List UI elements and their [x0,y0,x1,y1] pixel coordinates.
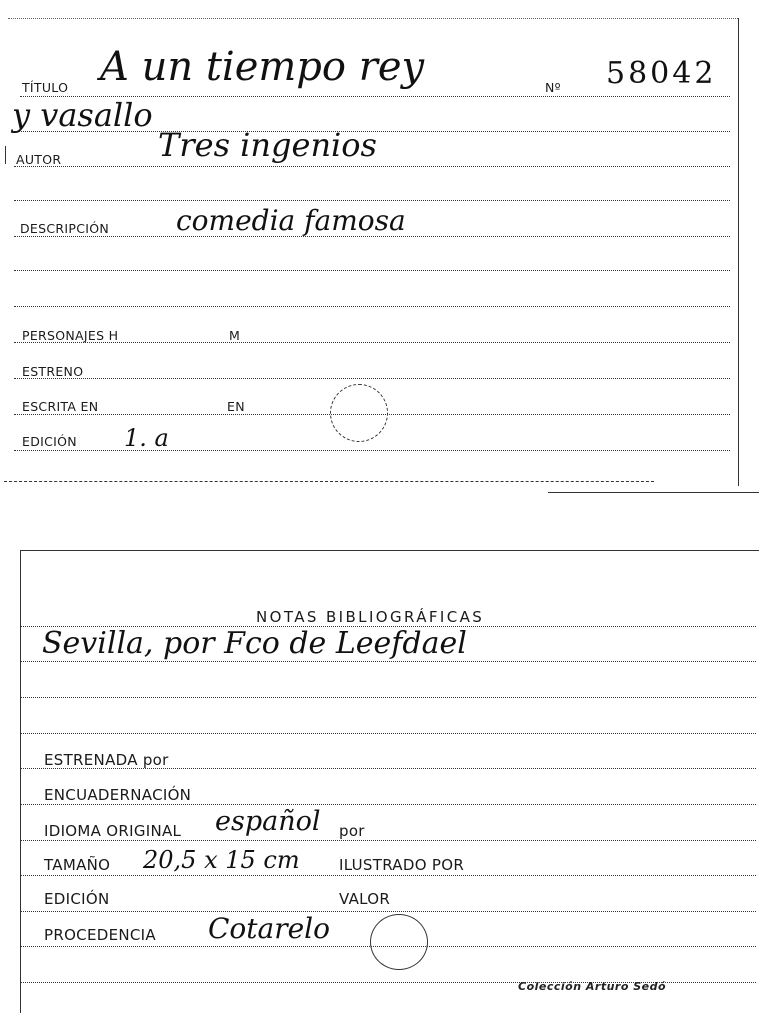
ruled-line [20,840,756,841]
autor-label: AUTOR [16,152,62,167]
ruled-line [14,342,730,343]
ruled-line [14,378,730,379]
estreno-label: ESTRENO [22,364,84,379]
ruled-line [14,200,730,201]
titulo-handwritten: A un tiempo rey [100,44,425,90]
procedencia-handwritten: Cotarelo [208,912,330,945]
notas-handwritten: Sevilla, por Fco de Leefdael [42,626,467,661]
personajes-m-label: M [229,328,241,343]
autor-handwritten: Tres ingenios [158,126,377,164]
punch-hole [370,914,428,970]
descripcion-label: DESCRIPCIÓN [20,221,109,236]
titulo-handwritten-line2: y vasallo [12,96,153,134]
idioma-handwritten: español [215,806,321,837]
valor-label: VALOR [339,890,391,908]
encuadernacion-label: ENCUADERNACIÓN [44,786,192,804]
tamano-label: TAMAÑO [44,856,111,874]
personajes-h-label: PERSONAJES H [22,328,119,343]
tamano-handwritten: 20,5 x 15 cm [143,846,300,874]
notas-bibliograficas-label: NOTAS BIBLIOGRÁFICAS [256,608,485,626]
estrenada-label: ESTRENADA por [44,751,169,769]
punch-hole [330,384,388,442]
en-label: EN [227,399,245,414]
ruled-line [20,804,756,805]
edicion-bottom-label: EDICIÓN [44,890,110,908]
ruled-line [14,166,730,167]
numero-handwritten: 58042 [606,56,717,91]
edicion-label: EDICIÓN [22,434,77,449]
ruled-line [20,733,756,734]
ruled-line [20,911,756,912]
ruled-line [20,661,756,662]
ruled-line [14,306,730,307]
ruled-line [20,875,756,876]
ruled-line [14,270,730,271]
ruled-line [14,450,730,451]
numero-label: Nº [545,80,561,95]
card-separator-line [548,492,759,493]
ilustrado-por-label: ILUSTRADO POR [339,856,465,874]
procedencia-label: PROCEDENCIA [44,926,156,944]
collection-footer: Colección Arturo Sedó [518,980,667,993]
por-label: por [339,822,365,840]
ruled-line [20,697,756,698]
titulo-label: TÍTULO [22,80,69,95]
edicion-handwritten: 1. a [124,424,169,452]
idioma-original-label: IDIOMA ORIGINAL [44,822,182,840]
margin-mark [5,146,6,164]
ruled-line [4,481,654,482]
escrita-en-label: ESCRITA EN [22,399,99,414]
card-top-edge [8,18,738,19]
descripcion-handwritten: comedia famosa [176,204,406,237]
